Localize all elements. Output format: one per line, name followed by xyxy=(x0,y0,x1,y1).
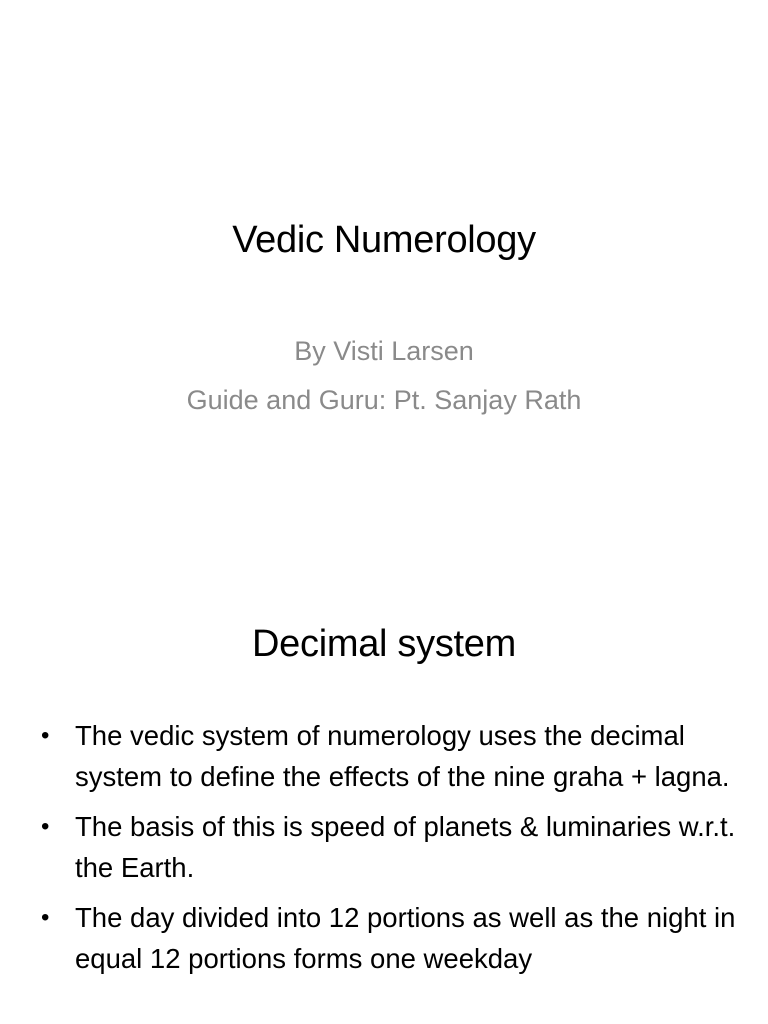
slide-title: Vedic Numerology xyxy=(232,219,536,261)
author-line: By Visti Larsen xyxy=(294,336,474,366)
content-slide xyxy=(0,576,768,1024)
bullet-dot-icon: • xyxy=(41,904,50,931)
bullet-dot-icon: • xyxy=(41,813,50,840)
bullet-item xyxy=(38,897,738,979)
bullet-dot-icon: • xyxy=(41,722,50,749)
bullet-text: The day divided into 12 portions as well as the night in equal 12 portions forms one weekday xyxy=(75,902,736,974)
bullet-item xyxy=(38,806,738,888)
slide-title: Decimal system xyxy=(252,623,516,665)
bullet-item xyxy=(38,715,738,797)
guide-line: Guide and Guru: Pt. Sanjay Rath xyxy=(186,385,582,415)
bullet-text: The vedic system of numerology uses the decimal system to define the effects of the nine graha + lagna. xyxy=(75,720,730,792)
bullet-list xyxy=(38,715,738,988)
bullet-text: The basis of this is speed of planets & luminaries w.r.t. the Earth. xyxy=(75,811,736,883)
